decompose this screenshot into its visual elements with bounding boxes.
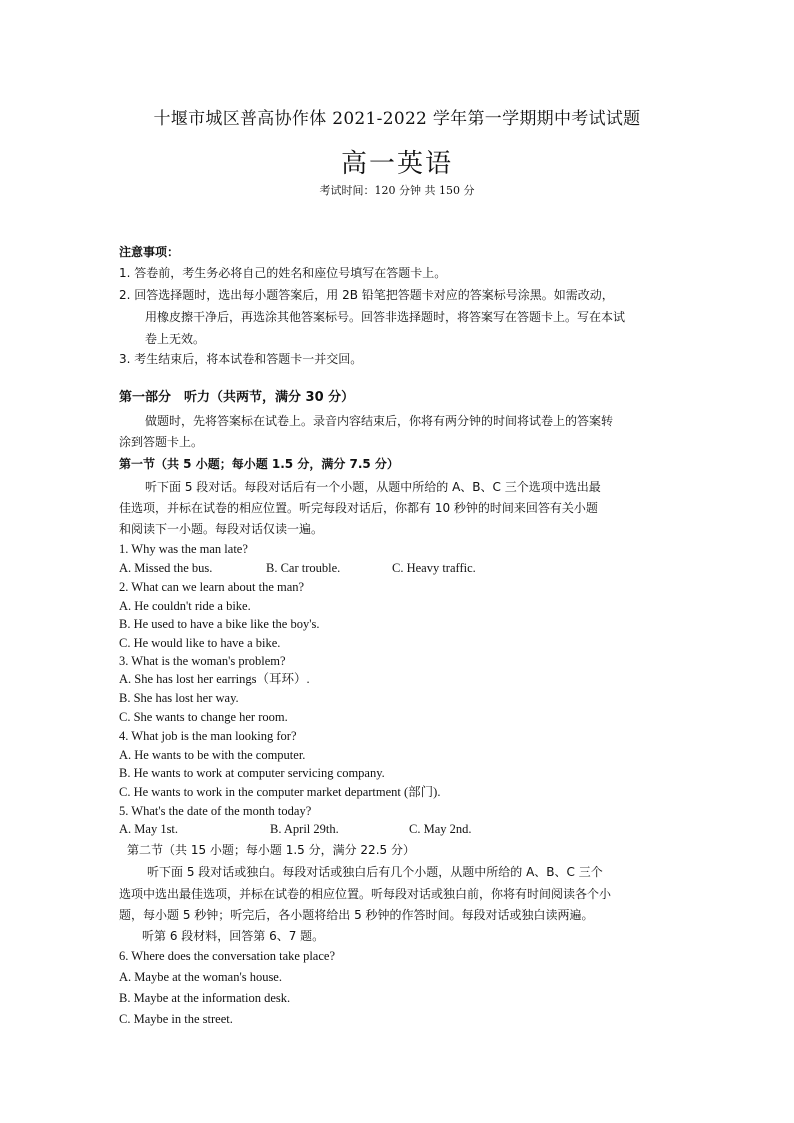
question-5: 5. What's the date of the month today?	[119, 804, 312, 818]
part1-intro-cont: 涂到答题卡上。	[119, 435, 204, 449]
question-6-option-b: B. Maybe at the information desk.	[119, 991, 291, 1005]
subject-title: 高一英语	[340, 149, 453, 179]
section2-intro: 听下面 5 段对话或独白。每段对话或独白后有几个小题，从题中所给的 A、B、C 三个	[147, 865, 603, 879]
note-item-2-cont2: 卷上无效。	[145, 332, 206, 346]
part1-heading: 第一部分 听力（共两节，满分 30 分）	[119, 390, 355, 405]
option-a: A. May 1st.	[119, 822, 179, 836]
option-b: B. Car trouble.	[266, 561, 341, 575]
question-2: 2. What can we learn about the man?	[119, 580, 305, 594]
part1-intro: 做题时，先将答案标在试卷上。录音内容结束后，你将有两分钟的时间将试卷上的答案转	[145, 414, 614, 428]
note-item-3: 3. 考生结束后，将本试卷和答题卡一并交回。	[119, 352, 363, 366]
material-6-instruction: 听第 6 段材料，回答第 6、7 题。	[142, 929, 325, 943]
note-item-2: 2. 回答选择题时，选出每小题答案后，用 2B 铅笔把答题卡对应的答案标号涂黑。如需改动，	[119, 288, 614, 302]
question-3-option-a: A. She has lost her earrings（耳环）.	[119, 672, 310, 686]
question-3-option-c: C. She wants to change her room.	[119, 710, 288, 724]
question-2-option-b: B. He used to have a bike like the boy's.	[119, 617, 320, 631]
note-item-2-cont: 用橡皮擦干净后，再选涂其他答案标号。回答非选择题时，将答案写在答题卡上。写在本试	[145, 310, 626, 324]
question-6-option-c: C. Maybe in the street.	[119, 1012, 233, 1026]
section1-intro: 听下面 5 段对话。每段对话后有一个小题，从题中所给的 A、B、C 三个选项中选出最	[145, 480, 601, 494]
section1-heading: 第一节（共 5 小题；每小题 1.5 分，满分 7.5 分）	[119, 457, 399, 471]
option-a: A. Missed the bus.	[119, 561, 213, 575]
notes-heading: 注意事项：	[119, 245, 180, 259]
question-6: 6. Where does the conversation take place?	[119, 949, 335, 963]
question-4: 4. What job is the man looking for?	[119, 729, 297, 743]
question-4-option-a: A. He wants to be with the computer.	[119, 748, 306, 762]
question-6-option-a: A. Maybe at the woman's house.	[119, 970, 282, 984]
question-4-option-b: B. He wants to work at computer servicing company.	[119, 766, 385, 780]
option-c: C. Heavy traffic.	[392, 561, 476, 575]
option-b: B. April 29th.	[270, 822, 339, 836]
section2-intro-cont2: 题，每小题 5 秒钟；听完后，各小题将给出 5 秒钟的作答时间。每段对话或独白读两遍。	[119, 908, 594, 922]
section1-intro-cont2: 和阅读下一小题。每段对话仅读一遍。	[119, 522, 324, 536]
question-3: 3. What is the woman's problem?	[119, 654, 286, 668]
option-c: C. May 2nd.	[409, 822, 472, 836]
question-2-option-a: A. He couldn't ride a bike.	[119, 599, 251, 613]
question-4-option-c: C. He wants to work in the computer market department (部门).	[119, 785, 441, 799]
question-1: 1. Why was the man late?	[119, 542, 248, 556]
note-item-1: 1. 答卷前，考生务必将自己的姓名和座位号填写在答题卡上。	[119, 266, 447, 280]
section1-intro-cont: 佳选项，并标在试卷的相应位置。听完每段对话后，你都有 10 秒钟的时间来回答有关小题	[119, 501, 598, 515]
section2-heading: 第二节（共 15 小题；每小题 1.5 分，满分 22.5 分）	[127, 843, 415, 857]
section2-intro-cont: 选项中选出最佳选项，并标在试卷的相应位置。听每段对话或独白前，你将有时间阅读各个小	[119, 887, 612, 901]
exam-title: 十堰市城区普高协作体 2021-2022 学年第一学期期中考试试题	[153, 109, 641, 129]
question-3-option-b: B. She has lost her way.	[119, 691, 239, 705]
question-2-option-c: C. He would like to have a bike.	[119, 636, 281, 650]
exam-info: 考试时间：120 分钟 共 150 分	[319, 184, 475, 197]
